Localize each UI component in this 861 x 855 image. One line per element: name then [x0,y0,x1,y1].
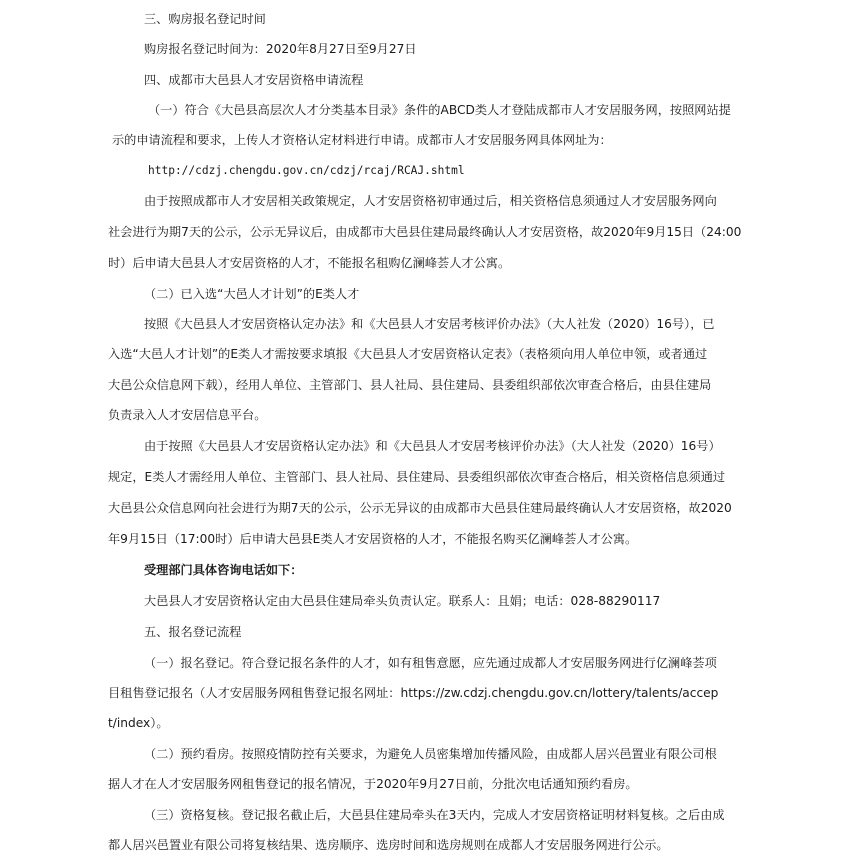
section-heading-4: 四、成都市大邑县人才安居资格申请流程 [144,73,364,87]
paragraph-line: （一）符合《大邑县高层次人才分类基本目录》条件的ABCD类人才登陆成都市人才安居服务网，按照网站提 [148,103,731,117]
paragraph-line: 由于按照成都市人才安居相关政策规定，人才安居资格初审通过后，相关资格信息须通过人才安居服务网向 [144,194,717,208]
paragraph-line: 按照《大邑县人才安居资格认定办法》和《大邑县人才安居考核评价办法》（大人社发（2020）16号），已 [144,317,715,331]
paragraph-line: 时）后申请大邑县人才安居资格的人才，不能报名租购亿澜峰荟人才公寓。 [108,256,511,270]
paragraph-line: 据人才在人才安居服务网租售登记的报名情况，于2020年9月27日前，分批次电话通知预约看房。 [108,777,638,791]
paragraph-line: 都人居兴邑置业有限公司将复核结果、选房顺序、选房时间和选房规则在成都人才安居服务网进行公示。 [108,838,669,852]
contact-info: 大邑县人才安居资格认定由大邑县住建局牵头负责认定。联系人：且娟；电话：028-88290117 [144,594,661,608]
paragraph-line: 社会进行为期7天的公示，公示无异议后，由成都市大邑县住建局最终确认人才安居资格，故2020年9月15日（24:00 [108,225,742,239]
service-website-url: http://cdzj.chengdu.gov.cn/cdzj/rcaj/RCAJ.shtml [148,164,465,177]
paragraph-line: 大邑公众信息网下载），经用人单位、主管部门、县人社局、县住建局、县委组织部依次审查合格后，由县住建局 [108,378,712,392]
paragraph-line: 规定，E类人才需经用人单位、主管部门、县人社局、县住建局、县委组织部依次审查合格后，相关资格信息须通过 [108,470,726,484]
paragraph-line: t/index）。 [108,716,169,730]
paragraph-line: 年9月15日（17:00时）后申请大邑县E类人才安居资格的人才，不能报名购买亿澜峰荟人才公寓。 [108,532,638,546]
subsection-heading: （二）已入选“大邑人才计划”的E类人才 [144,287,360,301]
paragraph-line: （二）预约看房。按照疫情防控有关要求，为避免人员密集增加传播风险，由成都人居兴邑置业有限公司根 [144,747,717,761]
section-heading-3: 三、购房报名登记时间 [144,12,266,26]
contact-heading: 受理部门具体咨询电话如下： [144,563,303,577]
section-heading-5: 五、报名登记流程 [144,625,242,639]
paragraph-line: （三）资格复核。登记报名截止后，大邑县住建局牵头在3天内，完成人才安居资格证明材料复核。之后由成 [144,808,725,822]
paragraph-line: 由于按照《大邑县人才安居资格认定办法》和《大邑县人才安居考核评价办法》（大人社发（2020）16号） [144,439,721,453]
paragraph-line: 负责录入人才安居信息平台。 [108,408,267,422]
paragraph-line: 目租售登记报名（人才安居服务网租售登记报名网址：https://zw.cdzj.chengdu.gov.cn/lottery/talents/accep [108,686,719,700]
paragraph-line: 入选“大邑人才计划”的E类人才需按要求填报《大邑县人才安居资格认定表》（表格须向用人单位申领，或者通过 [108,347,708,361]
paragraph-line: （一）报名登记。符合登记报名条件的人才，如有租售意愿，应先通过成都人才安居服务网进行亿澜峰荟项 [144,656,717,670]
paragraph-line: 示的申请流程和要求，上传人才资格认定材料进行申请。成都市人才安居服务网具体网址为： [112,133,612,147]
paragraph-line: 大邑县公众信息网向社会进行为期7天的公示，公示无异议的由成都市大邑县住建局最终确认人才安居资格，故2020 [108,501,732,515]
registration-period: 购房报名登记时间为：2020年8月27日至9月27日 [144,42,417,56]
